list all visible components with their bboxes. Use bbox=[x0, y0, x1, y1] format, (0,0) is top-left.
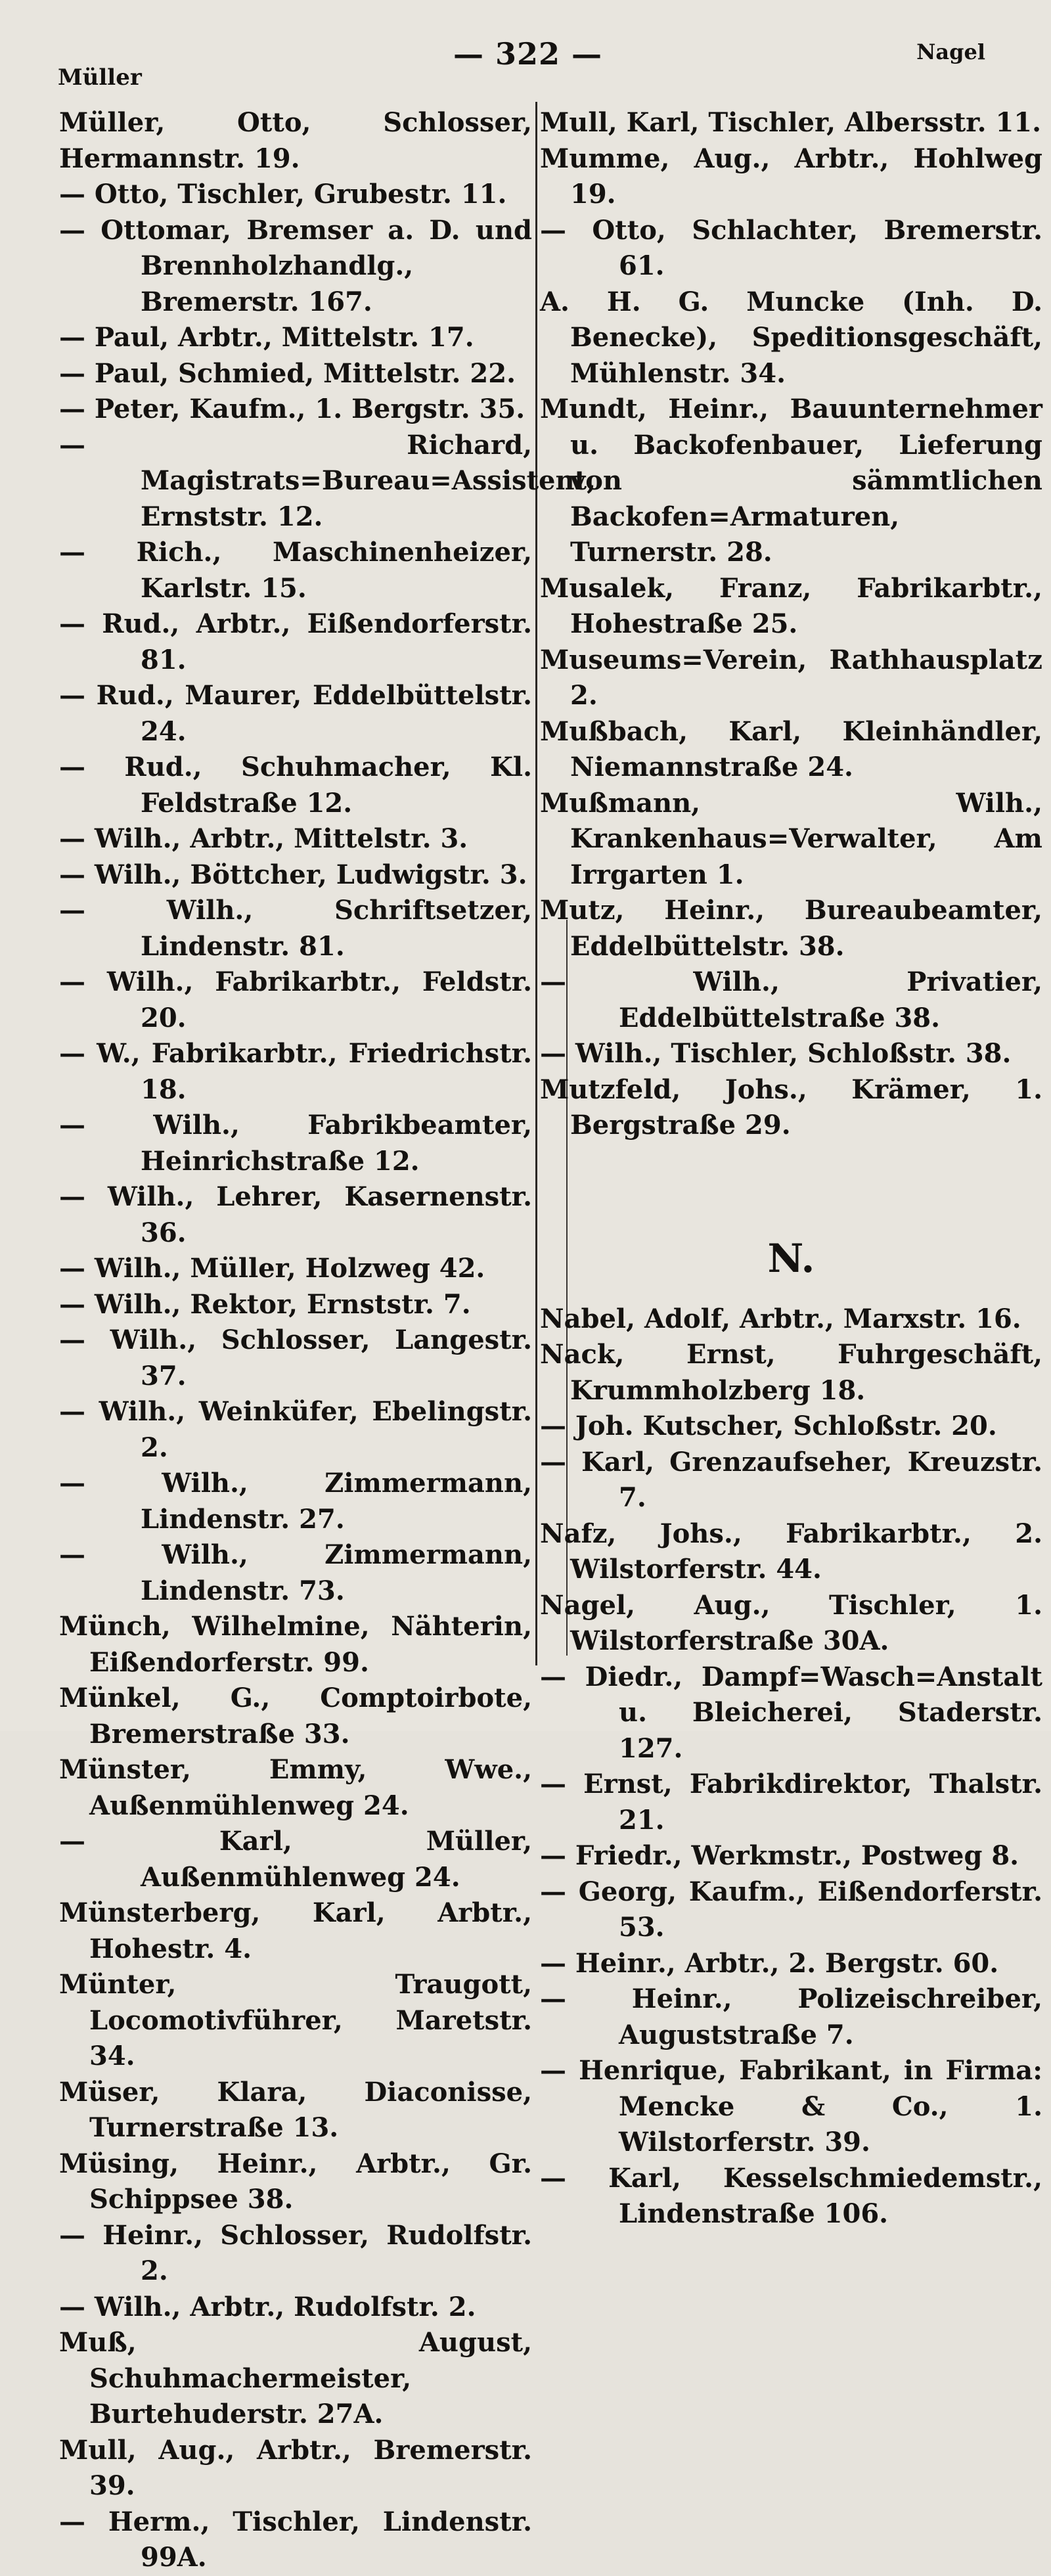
directory-subentry: — Rud., Arbtr., Eißendorferstr. 81. bbox=[59, 608, 532, 675]
directory-subentry: — Wilh., Schlosser, Langestr. 37. bbox=[59, 1324, 532, 1391]
directory-entry: Nack, Ernst, Fuhrgeschäft, Krummholzberg 18. bbox=[540, 1339, 1042, 1406]
directory-entry: Müser, Klara, Diaconisse, Turnerstraße 13. bbox=[59, 2076, 532, 2143]
directory-subentry: — Georg, Kaufm., Eißendorferstr. 53. bbox=[540, 1876, 1042, 1943]
directory-subentry: — Karl, Müller, Außenmühlenweg 24. bbox=[59, 1826, 532, 1893]
directory-entry: Münch, Wilhelmine, Nähterin, Eißendorferstr. 99. bbox=[59, 1611, 532, 1678]
directory-entry: A. H. G. Muncke (Inh. D. Benecke), Speditionsgeschäft, Mühlenstr. 34. bbox=[540, 286, 1042, 389]
left-column bbox=[59, 105, 596, 2576]
directory-subentry: — Ernst, Fabrikdirektor, Thalstr. 21. bbox=[540, 1769, 1042, 1836]
right-column bbox=[540, 105, 1042, 2232]
directory-entry: Mull, Karl, Tischler, Albersstr. 11. bbox=[540, 107, 1042, 138]
directory-entry: Nabel, Adolf, Arbtr., Marxstr. 16. bbox=[540, 1303, 1021, 1334]
directory-subentry: — Wilh., Schriftsetzer, Lindenstr. 81. bbox=[59, 895, 532, 962]
directory-subentry: — Rud., Schuhmacher, Kl. Feldstraße 12. bbox=[59, 752, 532, 819]
directory-subentry: — Diedr., Dampf=Wasch=Anstalt u. Bleicherei, Staderstr. 127. bbox=[540, 1661, 1042, 1764]
directory-subentry: — Karl, Kesselschmiedemstr., Lindenstraße 106. bbox=[540, 2162, 1042, 2229]
directory-subentry: — Wilh., Arbtr., Mittelstr. 3. bbox=[59, 823, 468, 854]
directory-subentry: — Wilh., Fabrikbeamter, Heinrichstraße 12. bbox=[59, 1110, 532, 1177]
directory-subentry: — Wilh., Weinküfer, Ebelingstr. 2. bbox=[59, 1396, 532, 1463]
directory-entry: Münkel, G., Comptoirbote, Bremerstraße 33. bbox=[59, 1683, 532, 1750]
directory-subentry: — Joh. Kutscher, Schloßstr. 20. bbox=[540, 1411, 997, 1441]
directory-subentry: — Wilh., Privatier, Eddelbüttelstraße 38. bbox=[540, 966, 1042, 1033]
directory-subentry: — Herm., Tischler, Lindenstr. 99A. bbox=[59, 2506, 532, 2573]
directory-entry: Münster, Emmy, Wwe., Außenmühlenweg 24. bbox=[59, 1754, 532, 1821]
directory-entry: Nafz, Johs., Fabrikarbtr., 2. Wilstorferstr. 44. bbox=[540, 1518, 1042, 1585]
right-column-n-entries bbox=[540, 1301, 1042, 2232]
directory-subentry: — Richard, Magistrats=Bureau=Assistent, Ernststr. 12. bbox=[59, 429, 596, 532]
directory-subentry: — Otto, Schlachter, Bremerstr. 61. bbox=[540, 214, 1042, 281]
directory-entry: Münsterberg, Karl, Arbtr., Hohestr. 4. bbox=[59, 1897, 532, 1964]
header-right-keyword: Nagel bbox=[916, 39, 985, 64]
directory-subentry: — Wilh., Rektor, Ernststr. 7. bbox=[59, 1288, 471, 1320]
directory-entry: Nagel, Aug., Tischler, 1. Wilstorferstraße 30A. bbox=[540, 1589, 1042, 1656]
directory-entry: Muß, August, Schuhmachermeister, Burtehuderstr. 27A. bbox=[59, 2327, 532, 2429]
directory-entry: Mundt, Heinr., Bauunternehmer u. Backofenbauer, Lieferung von sämmtlichen Backofen=Armaturen, Turnerstr. 28. bbox=[540, 394, 1042, 568]
directory-subentry: — Wilh., Lehrer, Kasernenstr. 36. bbox=[59, 1181, 532, 1248]
directory-entry: Mußmann, Wilh., Krankenhaus=Verwalter, Am Irrgarten 1. bbox=[540, 787, 1042, 890]
directory-subentry: — Peter, Kaufm., 1. Bergstr. 35. bbox=[59, 394, 526, 424]
directory-subentry: — Friedr., Werkmstr., Postweg 8. bbox=[540, 1840, 1019, 1871]
directory-subentry: — Wilh., Böttcher, Ludwigstr. 3. bbox=[59, 859, 527, 890]
directory-subentry: — Heinr., Arbtr., 2. Bergstr. 60. bbox=[540, 1947, 999, 1979]
directory-entry: Münter, Traugott, Locomotivführer, Maretstr. 34. bbox=[59, 1969, 532, 2071]
directory-subentry: — Wilh., Müller, Holzweg 42. bbox=[59, 1253, 485, 1284]
directory-entry: Mumme, Aug., Arbtr., Hohlweg 19. bbox=[540, 143, 1042, 210]
directory-entry: Musalek, Franz, Fabrikarbtr., Hohestraße 25. bbox=[540, 572, 1042, 639]
directory-entry: Mull, Aug., Arbtr., Bremerstr. 39. bbox=[59, 2434, 532, 2501]
right-column-m-entries bbox=[540, 105, 1042, 1144]
directory-subentry: — Paul, Arbtr., Mittelstr. 17. bbox=[59, 322, 474, 353]
directory-entry: Mußbach, Karl, Kleinhändler, Niemannstraße 24. bbox=[540, 715, 1042, 782]
directory-subentry: — Henrique, Fabrikant, in Firma: Mencke & Co., 1. Wilstorferstr. 39. bbox=[540, 2055, 1042, 2158]
directory-subentry: — Wilh., Zimmermann, Lindenstr. 73. bbox=[59, 1539, 532, 1606]
directory-subentry: — Wilh., Zimmermann, Lindenstr. 27. bbox=[59, 1468, 532, 1535]
directory-subentry: — Heinr., Polizeischreiber, Auguststraße 7. bbox=[540, 1983, 1042, 2050]
directory-subentry: — Rud., Maurer, Eddelbüttelstr. 24. bbox=[59, 680, 532, 747]
directory-subentry: — Paul, Schmied, Mittelstr. 22. bbox=[59, 357, 516, 389]
directory-subentry: — Otto, Tischler, Grubestr. 11. bbox=[59, 179, 507, 210]
column-divider bbox=[535, 102, 537, 1665]
directory-subentry: — W., Fabrikarbtr., Friedrichstr. 18. bbox=[59, 1038, 532, 1105]
directory-subentry: — Wilh., Arbtr., Rudolfstr. 2. bbox=[59, 2291, 476, 2322]
directory-subentry: — Wilh., Fabrikarbtr., Feldstr. 20. bbox=[59, 966, 532, 1033]
section-letter-heading: N. bbox=[767, 1235, 815, 1282]
directory-subentry: — Wilh., Tischler, Schloßstr. 38. bbox=[540, 1038, 1012, 1069]
header-left-keyword: Müller bbox=[58, 64, 142, 91]
directory-entry: Mutzfeld, Johs., Krämer, 1. Bergstraße 29. bbox=[540, 1073, 1042, 1141]
directory-subentry: — Ottomar, Bremser a. D. und Brennholzhandlg., Bremerstr. 167. bbox=[59, 214, 532, 317]
directory-subentry: — Rich., Maschinenheizer, Karlstr. 15. bbox=[59, 537, 532, 604]
directory-entry: Museums=Verein, Rathhausplatz 2. bbox=[540, 644, 1042, 711]
page-header bbox=[0, 0, 1051, 99]
directory-entry: Müsing, Heinr., Arbtr., Gr. Schippsee 38. bbox=[59, 2148, 532, 2215]
directory-entry: Mutz, Heinr., Bureaubeamter, Eddelbüttelstr. 38. bbox=[540, 895, 1042, 962]
directory-subentry: — Heinr., Schlosser, Rudolfstr. 2. bbox=[59, 2219, 532, 2286]
directory-subentry: — Karl, Grenzaufseher, Kreuzstr. 7. bbox=[540, 1446, 1042, 1513]
directory-entry: Müller, Otto, Schlosser, Hermannstr. 19. bbox=[59, 107, 532, 174]
page-number: — 322 — bbox=[453, 36, 603, 72]
